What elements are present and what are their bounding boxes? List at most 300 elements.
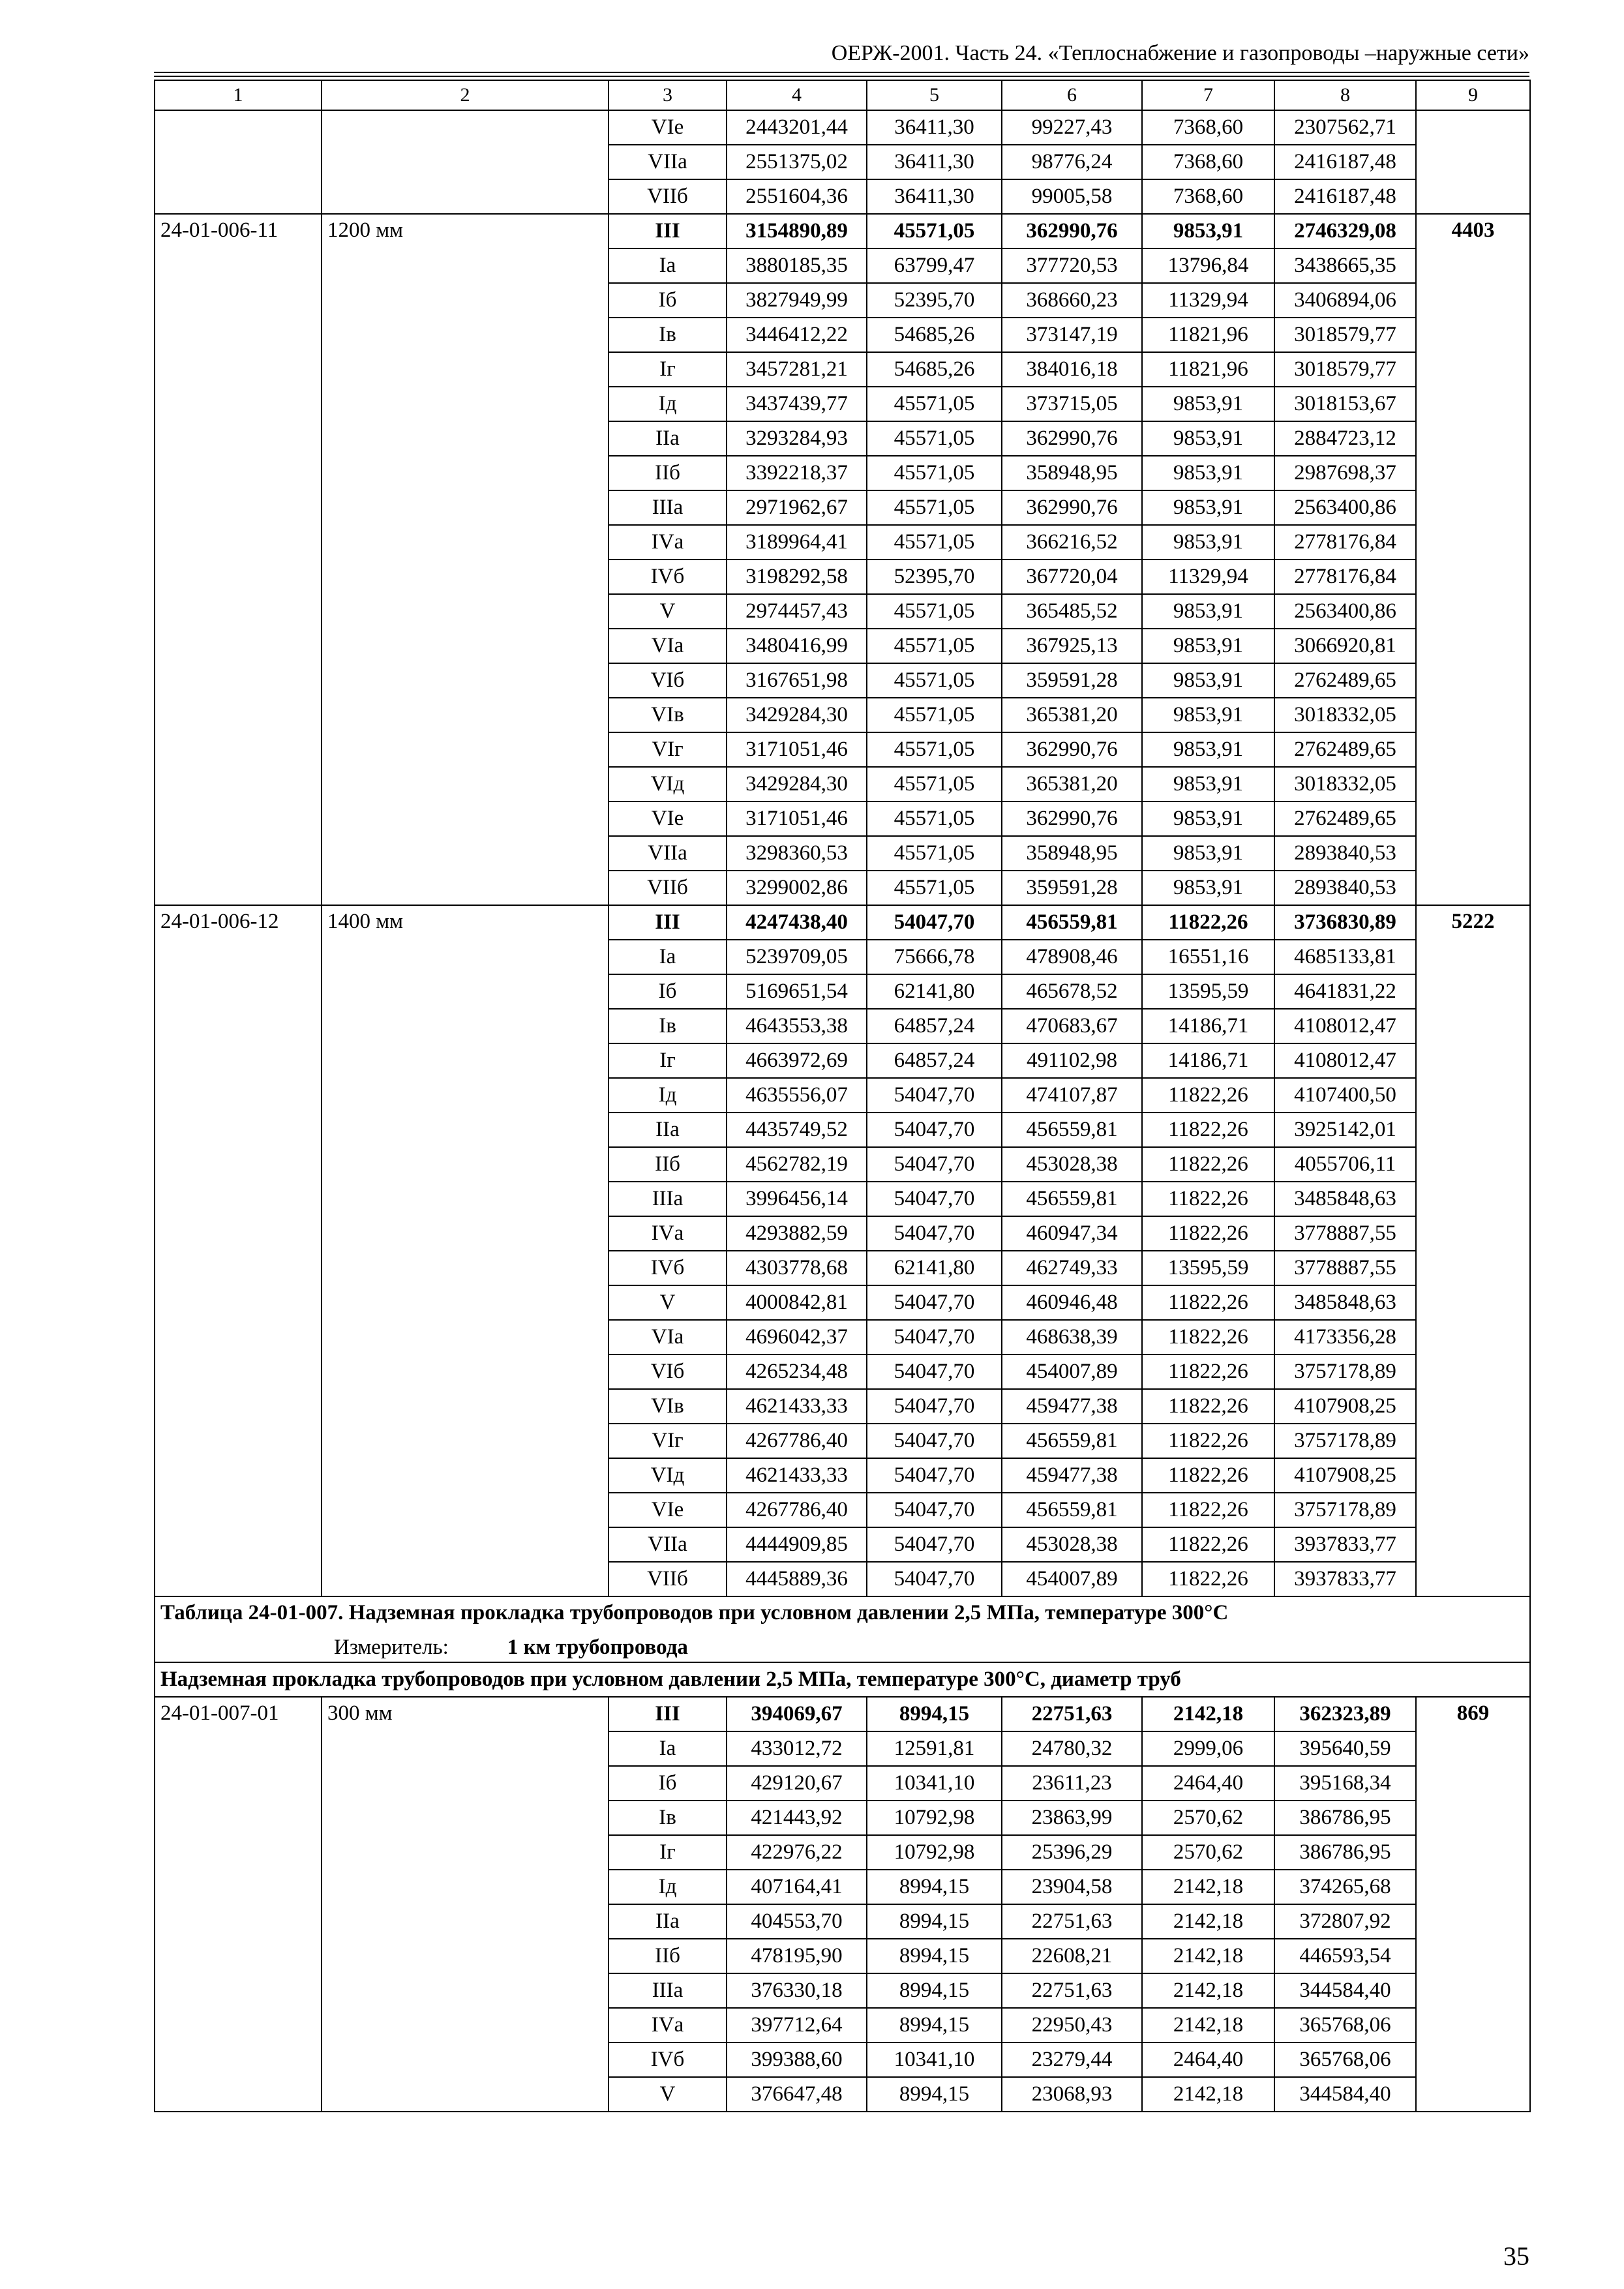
materials-cost: 372807,92 — [1274, 1904, 1416, 1939]
wages: 10792,98 — [867, 1835, 1002, 1870]
operator-wages: 9853,91 — [1142, 871, 1274, 905]
total-cost: 4635556,07 — [727, 1078, 867, 1113]
total-cost: 2974457,43 — [727, 594, 867, 629]
variant-label: III — [609, 905, 727, 940]
variant-label: VIг — [609, 1424, 727, 1458]
materials-cost: 2778176,84 — [1274, 525, 1416, 560]
materials-cost: 365768,06 — [1274, 2008, 1416, 2042]
materials-cost: 2893840,53 — [1274, 836, 1416, 871]
wages: 64857,24 — [867, 1043, 1002, 1078]
variant-label: VIе — [609, 110, 727, 145]
operator-wages: 2570,62 — [1142, 1801, 1274, 1835]
operator-wages: 11822,26 — [1142, 1389, 1274, 1424]
pipe-diameter: 1400 мм — [322, 905, 609, 1596]
variant-label: VIа — [609, 1320, 727, 1354]
total-cost: 3827949,99 — [727, 283, 867, 318]
measure-line — [160, 1633, 1524, 1662]
wages: 45571,05 — [867, 698, 1002, 732]
total-cost: 3167651,98 — [727, 663, 867, 698]
total-cost: 4643553,38 — [727, 1009, 867, 1043]
variant-label: IVа — [609, 525, 727, 560]
materials-cost: 344584,40 — [1274, 1973, 1416, 2008]
wages: 45571,05 — [867, 836, 1002, 871]
page-number: 35 — [1503, 2241, 1529, 2271]
variant-label: VIIб — [609, 871, 727, 905]
machine-cost: 22950,43 — [1002, 2008, 1142, 2042]
machine-cost: 377720,53 — [1002, 248, 1142, 283]
pipe-diameter: 1200 мм — [322, 214, 609, 905]
diameter-cell — [322, 110, 609, 214]
table-row — [155, 1697, 1530, 1731]
total-cost: 4621433,33 — [727, 1458, 867, 1493]
wages: 45571,05 — [867, 767, 1002, 801]
machine-cost: 22751,63 — [1002, 1904, 1142, 1939]
operator-wages: 11822,26 — [1142, 1078, 1274, 1113]
operator-wages: 2142,18 — [1142, 1870, 1274, 1904]
machine-cost: 22608,21 — [1002, 1939, 1142, 1973]
operator-wages: 11821,96 — [1142, 352, 1274, 387]
variant-label: IIIа — [609, 1182, 727, 1216]
wages: 54047,70 — [867, 1424, 1002, 1458]
machine-cost: 465678,52 — [1002, 974, 1142, 1009]
total-cost: 3446412,22 — [727, 318, 867, 352]
total-cost: 4663972,69 — [727, 1043, 867, 1078]
total-cost: 4293882,59 — [727, 1216, 867, 1251]
header-rule — [154, 72, 1529, 73]
wages: 10341,10 — [867, 1766, 1002, 1801]
wages: 45571,05 — [867, 732, 1002, 767]
wages: 45571,05 — [867, 594, 1002, 629]
machine-cost: 456559,81 — [1002, 1424, 1142, 1458]
variant-label: Iа — [609, 940, 727, 974]
total-cell — [1416, 110, 1530, 214]
materials-cost: 386786,95 — [1274, 1801, 1416, 1835]
total-cost: 4562782,19 — [727, 1147, 867, 1182]
header-rule-double — [154, 76, 1529, 77]
variant-label: Iд — [609, 1078, 727, 1113]
table-title-cell — [155, 1596, 1530, 1662]
total-cost: 2551604,36 — [727, 179, 867, 214]
wages: 54047,70 — [867, 1562, 1002, 1596]
operator-wages: 2999,06 — [1142, 1731, 1274, 1766]
materials-cost: 3438665,35 — [1274, 248, 1416, 283]
machine-cost: 362990,76 — [1002, 490, 1142, 525]
wages: 45571,05 — [867, 387, 1002, 421]
operator-wages: 9853,91 — [1142, 456, 1274, 490]
operator-wages: 9853,91 — [1142, 836, 1274, 871]
operator-wages: 2142,18 — [1142, 1973, 1274, 2008]
operator-wages: 2142,18 — [1142, 2008, 1274, 2042]
operator-wages: 7368,60 — [1142, 110, 1274, 145]
wages: 52395,70 — [867, 283, 1002, 318]
materials-cost: 2416187,48 — [1274, 179, 1416, 214]
materials-cost: 2884723,12 — [1274, 421, 1416, 456]
wages: 54047,70 — [867, 1493, 1002, 1527]
materials-cost: 2893840,53 — [1274, 871, 1416, 905]
materials-cost: 374265,68 — [1274, 1870, 1416, 1904]
total-cost: 421443,92 — [727, 1801, 867, 1835]
variant-label: Iв — [609, 318, 727, 352]
total-cost: 5169651,54 — [727, 974, 867, 1009]
machine-cost: 358948,95 — [1002, 836, 1142, 871]
operator-wages: 11329,94 — [1142, 283, 1274, 318]
variant-label: VIб — [609, 663, 727, 698]
materials-cost: 3736830,89 — [1274, 905, 1416, 940]
table-subtitle: Надземная прокладка трубопроводов при условном давлении 2,5 МПа, температуре 300°С, диаметр труб — [155, 1662, 1530, 1697]
wages: 54047,70 — [867, 1320, 1002, 1354]
wages: 63799,47 — [867, 248, 1002, 283]
machine-cost: 25396,29 — [1002, 1835, 1142, 1870]
total-cost: 422976,22 — [727, 1835, 867, 1870]
variant-label: VIIа — [609, 145, 727, 179]
variant-label: VIд — [609, 1458, 727, 1493]
materials-cost: 395168,34 — [1274, 1766, 1416, 1801]
operator-wages: 2464,40 — [1142, 1766, 1274, 1801]
machine-cost: 474107,87 — [1002, 1078, 1142, 1113]
wages: 54047,70 — [867, 1458, 1002, 1493]
total-cost: 3298360,53 — [727, 836, 867, 871]
wages: 45571,05 — [867, 525, 1002, 560]
variant-label: IIб — [609, 456, 727, 490]
table-row — [155, 214, 1530, 248]
column-number: 9 — [1416, 80, 1530, 110]
total-cost: 5239709,05 — [727, 940, 867, 974]
total-cost: 394069,67 — [727, 1697, 867, 1731]
wages: 54047,70 — [867, 1147, 1002, 1182]
materials-cost: 2762489,65 — [1274, 663, 1416, 698]
machine-cost: 22751,63 — [1002, 1973, 1142, 2008]
total-cost: 4303778,68 — [727, 1251, 867, 1285]
wages: 54047,70 — [867, 1113, 1002, 1147]
total-cost: 3996456,14 — [727, 1182, 867, 1216]
variant-label: Iа — [609, 248, 727, 283]
running-header: ОЕРЖ-2001. Часть 24. «Теплоснабжение и газопроводы –наружные сети» — [831, 41, 1529, 65]
materials-cost: 2762489,65 — [1274, 801, 1416, 836]
total-cost: 3154890,89 — [727, 214, 867, 248]
operator-wages: 11822,26 — [1142, 1424, 1274, 1458]
operator-wages: 16551,16 — [1142, 940, 1274, 974]
rate-code: 24-01-006-11 — [155, 214, 322, 905]
machine-cost: 468638,39 — [1002, 1320, 1142, 1354]
wages: 10341,10 — [867, 2042, 1002, 2077]
total-cost: 399388,60 — [727, 2042, 867, 2077]
machine-cost: 456559,81 — [1002, 1182, 1142, 1216]
price-table — [154, 80, 1531, 2112]
materials-cost: 3757178,89 — [1274, 1354, 1416, 1389]
total-cost: 3480416,99 — [727, 629, 867, 663]
machine-cost: 23863,99 — [1002, 1801, 1142, 1835]
variant-label: IVа — [609, 1216, 727, 1251]
table-title-row — [155, 1596, 1530, 1662]
machine-cost: 23611,23 — [1002, 1766, 1142, 1801]
total-cost: 3198292,58 — [727, 560, 867, 594]
total-cost: 4444909,85 — [727, 1527, 867, 1562]
operator-wages: 2142,18 — [1142, 1904, 1274, 1939]
operator-wages: 7368,60 — [1142, 145, 1274, 179]
variant-label: Iб — [609, 974, 727, 1009]
materials-cost: 3018332,05 — [1274, 767, 1416, 801]
materials-cost: 3778887,55 — [1274, 1251, 1416, 1285]
machine-cost: 453028,38 — [1002, 1527, 1142, 1562]
materials-cost: 2746329,08 — [1274, 214, 1416, 248]
variant-label: VIв — [609, 698, 727, 732]
variant-label: IIа — [609, 1904, 727, 1939]
materials-cost: 2987698,37 — [1274, 456, 1416, 490]
column-number: 2 — [322, 80, 609, 110]
materials-cost: 4641831,22 — [1274, 974, 1416, 1009]
machine-cost: 98776,24 — [1002, 145, 1142, 179]
variant-label: VIIб — [609, 1562, 727, 1596]
wages: 36411,30 — [867, 110, 1002, 145]
variant-label: V — [609, 1285, 727, 1320]
materials-cost: 2762489,65 — [1274, 732, 1416, 767]
total-cost: 397712,64 — [727, 2008, 867, 2042]
operator-wages: 7368,60 — [1142, 179, 1274, 214]
operator-wages: 11822,26 — [1142, 1285, 1274, 1320]
materials-cost: 3406894,06 — [1274, 283, 1416, 318]
variant-label: IVб — [609, 2042, 727, 2077]
operator-wages: 9853,91 — [1142, 663, 1274, 698]
materials-cost: 3485848,63 — [1274, 1285, 1416, 1320]
machine-cost: 358948,95 — [1002, 456, 1142, 490]
total-cost: 3293284,93 — [727, 421, 867, 456]
operator-wages: 9853,91 — [1142, 732, 1274, 767]
variant-label: III — [609, 214, 727, 248]
operator-wages: 9853,91 — [1142, 525, 1274, 560]
operator-wages: 2142,18 — [1142, 1939, 1274, 1973]
machine-cost: 99227,43 — [1002, 110, 1142, 145]
wages: 8994,15 — [867, 1973, 1002, 2008]
operator-wages: 11822,26 — [1142, 1320, 1274, 1354]
materials-cost: 3018153,67 — [1274, 387, 1416, 421]
machine-cost: 456559,81 — [1002, 905, 1142, 940]
machine-cost: 459477,38 — [1002, 1458, 1142, 1493]
wages: 54047,70 — [867, 1527, 1002, 1562]
total-cost: 4696042,37 — [727, 1320, 867, 1354]
wages: 8994,15 — [867, 2077, 1002, 2112]
total-cost: 376647,48 — [727, 2077, 867, 2112]
machine-cost: 460946,48 — [1002, 1285, 1142, 1320]
machine-cost: 478908,46 — [1002, 940, 1142, 974]
total-cost: 3392218,37 — [727, 456, 867, 490]
materials-cost: 3018579,77 — [1274, 352, 1416, 387]
variant-label: VIе — [609, 801, 727, 836]
wages: 54047,70 — [867, 905, 1002, 940]
variant-label: V — [609, 594, 727, 629]
variant-label: VIа — [609, 629, 727, 663]
variant-label: Iв — [609, 1801, 727, 1835]
wages: 45571,05 — [867, 663, 1002, 698]
wages: 10792,98 — [867, 1801, 1002, 1835]
materials-cost: 4108012,47 — [1274, 1009, 1416, 1043]
machine-cost: 453028,38 — [1002, 1147, 1142, 1182]
variant-label: Iг — [609, 1043, 727, 1078]
operator-wages: 11822,26 — [1142, 1182, 1274, 1216]
wages: 54047,70 — [867, 1182, 1002, 1216]
wages: 45571,05 — [867, 629, 1002, 663]
total-cost: 3171051,46 — [727, 801, 867, 836]
variant-label: IIIа — [609, 490, 727, 525]
operator-wages: 11329,94 — [1142, 560, 1274, 594]
variant-label: VIе — [609, 1493, 727, 1527]
operator-wages: 14186,71 — [1142, 1043, 1274, 1078]
wages: 54047,70 — [867, 1078, 1002, 1113]
column-number: 7 — [1142, 80, 1274, 110]
variant-label: Iд — [609, 1870, 727, 1904]
total-cost: 4265234,48 — [727, 1354, 867, 1389]
total-cost: 4445889,36 — [727, 1562, 867, 1596]
machine-cost: 367720,04 — [1002, 560, 1142, 594]
machine-cost: 22751,63 — [1002, 1697, 1142, 1731]
machine-cost: 454007,89 — [1002, 1562, 1142, 1596]
materials-cost: 3757178,89 — [1274, 1493, 1416, 1527]
machine-cost: 460947,34 — [1002, 1216, 1142, 1251]
wages: 54685,26 — [867, 352, 1002, 387]
materials-cost: 446593,54 — [1274, 1939, 1416, 1973]
machine-cost: 359591,28 — [1002, 871, 1142, 905]
operator-wages: 11822,26 — [1142, 1113, 1274, 1147]
variant-label: V — [609, 2077, 727, 2112]
wages: 54047,70 — [867, 1354, 1002, 1389]
variant-label: VIб — [609, 1354, 727, 1389]
wages: 64857,24 — [867, 1009, 1002, 1043]
machine-cost: 99005,58 — [1002, 179, 1142, 214]
wages: 12591,81 — [867, 1731, 1002, 1766]
operator-wages: 11822,26 — [1142, 905, 1274, 940]
total-cost: 4435749,52 — [727, 1113, 867, 1147]
materials-cost: 3937833,77 — [1274, 1527, 1416, 1562]
measure-value: 1 км трубопровода — [507, 1636, 688, 1659]
machine-cost: 456559,81 — [1002, 1493, 1142, 1527]
total-cost: 3429284,30 — [727, 767, 867, 801]
wages: 8994,15 — [867, 1904, 1002, 1939]
materials-cost: 3018579,77 — [1274, 318, 1416, 352]
machine-cost: 23068,93 — [1002, 2077, 1142, 2112]
materials-cost: 2563400,86 — [1274, 490, 1416, 525]
materials-cost: 395640,59 — [1274, 1731, 1416, 1766]
variant-label: VIв — [609, 1389, 727, 1424]
operator-wages: 2142,18 — [1142, 2077, 1274, 2112]
machine-cost: 365381,20 — [1002, 698, 1142, 732]
materials-cost: 3937833,77 — [1274, 1562, 1416, 1596]
operator-wages: 11822,26 — [1142, 1147, 1274, 1182]
labor-total: 4403 — [1416, 214, 1530, 905]
operator-wages: 9853,91 — [1142, 594, 1274, 629]
materials-cost: 2778176,84 — [1274, 560, 1416, 594]
total-cost: 3437439,77 — [727, 387, 867, 421]
variant-label: VIд — [609, 767, 727, 801]
total-cost: 376330,18 — [727, 1973, 867, 2008]
wages: 54047,70 — [867, 1285, 1002, 1320]
variant-label: VIIб — [609, 179, 727, 214]
operator-wages: 14186,71 — [1142, 1009, 1274, 1043]
operator-wages: 2464,40 — [1142, 2042, 1274, 2077]
machine-cost: 367925,13 — [1002, 629, 1142, 663]
machine-cost: 362990,76 — [1002, 801, 1142, 836]
materials-cost: 386786,95 — [1274, 1835, 1416, 1870]
operator-wages: 9853,91 — [1142, 629, 1274, 663]
variant-label: Iг — [609, 352, 727, 387]
machine-cost: 462749,33 — [1002, 1251, 1142, 1285]
operator-wages: 2570,62 — [1142, 1835, 1274, 1870]
total-cost: 3457281,21 — [727, 352, 867, 387]
materials-cost: 4055706,11 — [1274, 1147, 1416, 1182]
column-number: 5 — [867, 80, 1002, 110]
operator-wages: 9853,91 — [1142, 801, 1274, 836]
wages: 45571,05 — [867, 801, 1002, 836]
materials-cost: 4107400,50 — [1274, 1078, 1416, 1113]
machine-cost: 456559,81 — [1002, 1113, 1142, 1147]
variant-label: Iб — [609, 283, 727, 318]
table-row — [155, 110, 1530, 145]
variant-label: Iа — [609, 1731, 727, 1766]
variant-label: IIIа — [609, 1973, 727, 2008]
machine-cost: 373147,19 — [1002, 318, 1142, 352]
machine-cost: 359591,28 — [1002, 663, 1142, 698]
total-cost: 429120,67 — [727, 1766, 867, 1801]
total-cost: 4267786,40 — [727, 1493, 867, 1527]
operator-wages: 9853,91 — [1142, 767, 1274, 801]
total-cost: 433012,72 — [727, 1731, 867, 1766]
table-title: Таблица 24-01-007. Надземная прокладка трубопроводов при условном давлении 2,5 МПа, температуре 300°С — [160, 1601, 1229, 1624]
wages: 62141,80 — [867, 974, 1002, 1009]
operator-wages: 9853,91 — [1142, 387, 1274, 421]
total-cost: 2971962,67 — [727, 490, 867, 525]
variant-label: IIб — [609, 1939, 727, 1973]
materials-cost: 365768,06 — [1274, 2042, 1416, 2077]
total-cost: 3880185,35 — [727, 248, 867, 283]
operator-wages: 11822,26 — [1142, 1527, 1274, 1562]
wages: 45571,05 — [867, 421, 1002, 456]
machine-cost: 491102,98 — [1002, 1043, 1142, 1078]
operator-wages: 11822,26 — [1142, 1493, 1274, 1527]
rate-code: 24-01-006-12 — [155, 905, 322, 1596]
machine-cost: 384016,18 — [1002, 352, 1142, 387]
variant-label: Iв — [609, 1009, 727, 1043]
measure-label: Измеритель: — [334, 1636, 449, 1659]
machine-cost: 23904,58 — [1002, 1870, 1142, 1904]
operator-wages: 11821,96 — [1142, 318, 1274, 352]
code-cell — [155, 110, 322, 214]
machine-cost: 459477,38 — [1002, 1389, 1142, 1424]
operator-wages: 9853,91 — [1142, 214, 1274, 248]
machine-cost: 362990,76 — [1002, 421, 1142, 456]
wages: 8994,15 — [867, 1697, 1002, 1731]
operator-wages: 11822,26 — [1142, 1458, 1274, 1493]
machine-cost: 24780,32 — [1002, 1731, 1142, 1766]
wages: 54047,70 — [867, 1216, 1002, 1251]
variant-label: IVб — [609, 560, 727, 594]
wages: 8994,15 — [867, 1939, 1002, 1973]
labor-total: 5222 — [1416, 905, 1530, 1596]
materials-cost: 2563400,86 — [1274, 594, 1416, 629]
wages: 45571,05 — [867, 456, 1002, 490]
wages: 54685,26 — [867, 318, 1002, 352]
machine-cost: 373715,05 — [1002, 387, 1142, 421]
variant-label: VIIа — [609, 1527, 727, 1562]
variant-label: VIIа — [609, 836, 727, 871]
materials-cost: 4173356,28 — [1274, 1320, 1416, 1354]
materials-cost: 4107908,25 — [1274, 1458, 1416, 1493]
variant-label: IVа — [609, 2008, 727, 2042]
total-cost: 3189964,41 — [727, 525, 867, 560]
column-number: 8 — [1274, 80, 1416, 110]
materials-cost: 3757178,89 — [1274, 1424, 1416, 1458]
wages: 54047,70 — [867, 1389, 1002, 1424]
materials-cost: 362323,89 — [1274, 1697, 1416, 1731]
machine-cost: 23279,44 — [1002, 2042, 1142, 2077]
materials-cost: 3925142,01 — [1274, 1113, 1416, 1147]
